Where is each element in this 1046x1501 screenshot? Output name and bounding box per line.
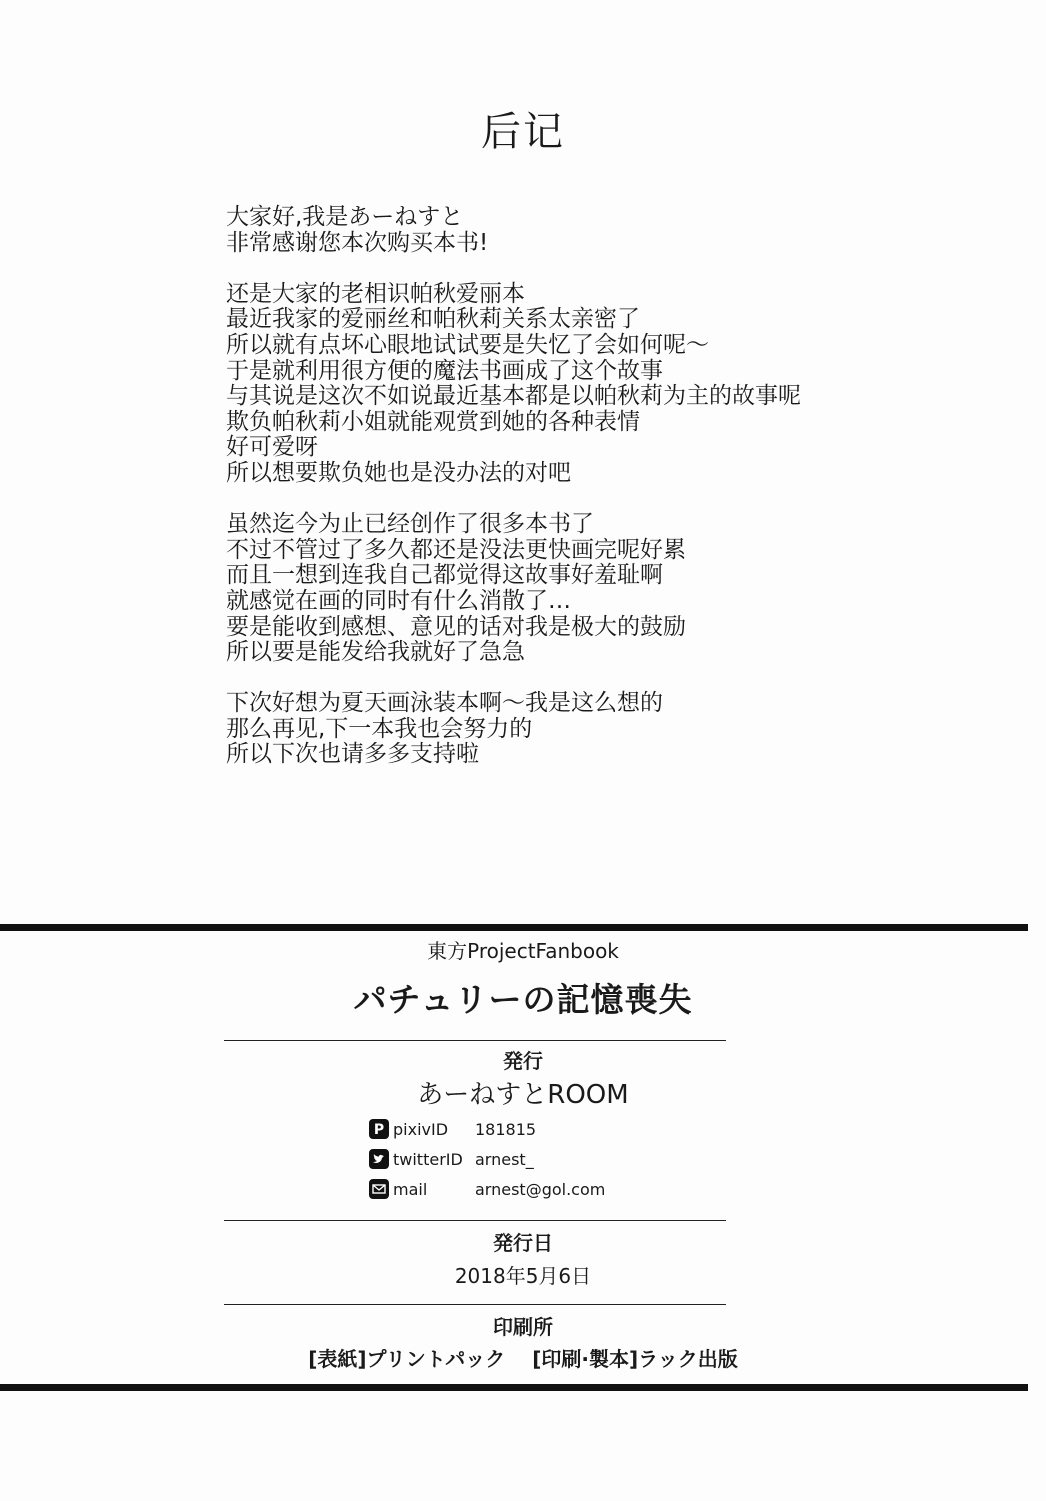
date-label: 発行日 [493, 1231, 553, 1255]
text-line: 还是大家的老相识帕秋爱丽本 [226, 280, 525, 307]
contact-pixiv [369, 1117, 536, 1141]
text-line: 非常感谢您本次购买本书! [226, 229, 489, 256]
text-line: 所以要是能发给我就好了急急 [226, 639, 525, 666]
text-line: 虽然迄今为止已经创作了很多本书了 [226, 511, 594, 538]
contact-twitter [369, 1147, 534, 1171]
publisher-label: 発行 [503, 1049, 543, 1073]
colophon-bottom-rule [0, 1384, 1028, 1391]
divider [224, 1304, 726, 1305]
text-line: 于是就利用很方便的魔法书画成了这个故事 [226, 357, 663, 384]
mail-icon [369, 1179, 389, 1199]
text-line: 所以想要欺负她也是没办法的对吧 [226, 459, 571, 486]
printer-body: [印刷·製本]ラック出版 [532, 1347, 738, 1371]
contact-value: arnest_ [475, 1149, 534, 1169]
twitter-icon [369, 1149, 389, 1169]
colophon-top-rule [0, 924, 1028, 931]
pixiv-icon [369, 1119, 389, 1139]
text-line: 好可爱呀 [226, 434, 318, 461]
contact-label: twitterID [393, 1149, 463, 1169]
circle-name: あーねすとROOM [417, 1080, 629, 1110]
text-line: 那么再见,下一本我也会努力的 [226, 715, 533, 742]
text-line: 所以就有点坏心眼地试试要是失忆了会如何呢～ [226, 331, 709, 358]
text-line: 不过不管过了多久都还是没法更快画完呢好累 [226, 536, 686, 563]
series-label: 東方ProjectFanbook [427, 939, 619, 963]
afterword-title: 后记 [481, 109, 565, 155]
paragraph-1 [226, 205, 866, 256]
text-line: 而且一想到连我自己都觉得这故事好羞耻啊 [226, 562, 663, 589]
text-line: 与其说是这次不如说最近基本都是以帕秋莉为主的故事呢 [226, 383, 801, 410]
text-line: 所以下次也请多多支持啦 [226, 741, 479, 768]
printer-cover: [表紙]プリントパック [308, 1347, 506, 1371]
paragraph-2 [226, 282, 866, 487]
text-line: 要是能收到感想、意见的话对我是极大的鼓励 [226, 613, 686, 640]
contact-mail [369, 1177, 605, 1201]
divider [224, 1040, 726, 1041]
contact-value: arnest@gol.com [475, 1179, 606, 1199]
book-title: パチュリーの記憶喪失 [353, 980, 693, 1019]
divider [224, 1220, 726, 1221]
contact-value: 181815 [475, 1119, 537, 1139]
printer-label: 印刷所 [493, 1315, 553, 1339]
printers [0, 1343, 1046, 1372]
paragraph-4 [226, 691, 866, 768]
afterword-body [226, 205, 866, 794]
text-line: 最近我家的爱丽丝和帕秋莉关系太亲密了 [226, 306, 640, 333]
contact-label: pixivID [393, 1119, 449, 1139]
text-line: 就感觉在画的同时有什么消散了… [226, 587, 571, 614]
text-line: 欺负帕秋莉小姐就能观赏到她的各种表情 [226, 408, 640, 435]
publication-date: 2018年5月6日 [454, 1264, 592, 1288]
text-line: 下次好想为夏天画泳装本啊～我是这么想的 [226, 690, 663, 717]
contact-label: mail [393, 1179, 428, 1199]
svg-text:P: P [373, 1122, 385, 1138]
paragraph-3 [226, 512, 866, 666]
text-line: 大家好,我是あーねすと [226, 204, 464, 230]
